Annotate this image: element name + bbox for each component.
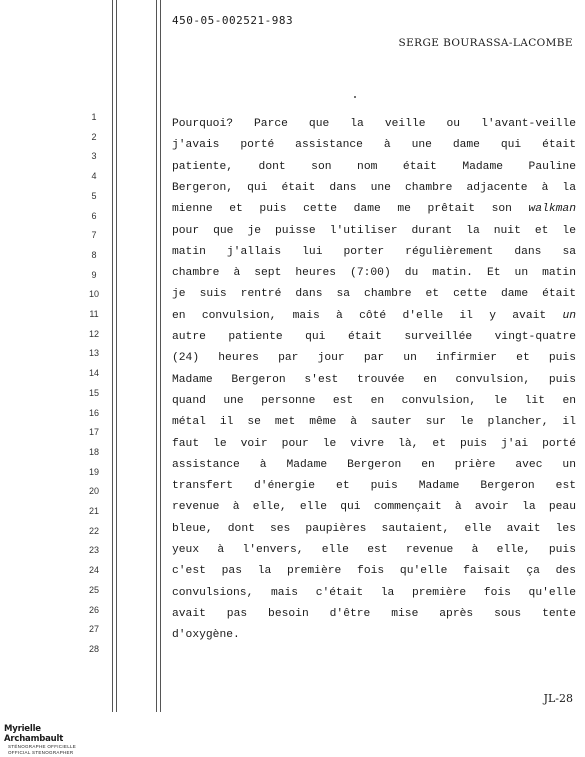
witness-name: SERGE BOURASSA-LACOMBE: [398, 37, 573, 49]
transcript-line: faut le voir pour le vivre là, et puis j'ai porté: [172, 437, 576, 450]
line-number: 8: [91, 249, 97, 260]
line-number: 7: [91, 230, 97, 241]
line-number: 19: [88, 466, 99, 477]
line-number: 25: [88, 584, 99, 595]
transcript-line: Bergeron, qui était dans une chambre adjacente à la: [172, 181, 576, 194]
transcript-line: Madame Bergeron s'est trouvée en convulsion, puis: [172, 373, 576, 386]
transcript-line: yeux à l'envers, elle est revenue à elle, puis: [172, 544, 576, 556]
line-number: 14: [88, 368, 99, 379]
stenographer-stamp: [4, 724, 94, 756]
line-number: 16: [88, 407, 99, 418]
line-number: 3: [91, 151, 97, 162]
line-number: 23: [88, 545, 99, 556]
line-number: 22: [88, 525, 99, 536]
margin-rule-1: [112, 0, 113, 712]
line-number: 6: [91, 210, 97, 221]
transcript-line: chambre à sept heures (7:00) du matin. Et un matin: [172, 267, 576, 280]
line-number: 15: [88, 387, 99, 398]
line-number: 21: [88, 506, 99, 516]
stenographer-name: Myrielle Archambault: [4, 724, 64, 744]
transcript-line: transfert d'énergie et puis Madame Bergeron est: [172, 480, 576, 493]
transcript-line: autre patiente qui était surveillée vingt-quatre: [172, 331, 576, 343]
stenographer-title-fr: STÉNOGRAPHE OFFICIELLE: [8, 744, 77, 749]
transcript-line: c'est pas la première fois qu'elle faisait ça des: [172, 565, 576, 578]
line-number: 18: [88, 446, 99, 457]
margin-rule-3: [156, 0, 157, 712]
transcript-line: convulsions, mais c'était la première fois qu'elle: [172, 586, 576, 599]
line-number: 13: [88, 348, 99, 359]
line-number: 2: [91, 131, 97, 142]
margin-rule-4: [160, 0, 161, 712]
line-number: 12: [88, 328, 99, 339]
line-number: 24: [88, 565, 99, 576]
line-number: 5: [91, 190, 97, 201]
line-number: 4: [91, 171, 97, 182]
transcript-line: assistance à Madame Bergeron en prière avec un: [172, 458, 576, 471]
line-number: 17: [88, 427, 99, 438]
transcript-line: bleue, dont ses paupières sautaient, elle avait les: [172, 522, 576, 535]
line-number: 10: [88, 289, 99, 300]
line-number: 28: [88, 643, 99, 654]
transcript-line: en convulsion, mais à côté d'elle il y avait un: [172, 309, 576, 322]
stenographer-title-en: OFFICIAL STENOGRAPHER: [8, 750, 74, 755]
line-number: 27: [88, 624, 99, 635]
page-code: JL-28: [543, 692, 573, 705]
transcript-line: Pourquoi? Parce que la veille ou l'avant-veille: [172, 118, 576, 130]
transcript-line: mienne et puis cette dame me prêtait son walkman: [172, 203, 576, 216]
line-number: 26: [88, 604, 99, 615]
speck: [354, 96, 356, 98]
transcript-line: avait pas besoin d'être mise après sous tente: [172, 607, 576, 620]
transcript-line: patiente, dont son nom était Madame Pauline: [172, 160, 576, 173]
transcript-line: j'avais porté assistance à une dame qui était: [172, 139, 576, 152]
file-number: 450-05-002521-983: [172, 14, 294, 27]
transcript-line: quand une personne est en convulsion, le lit en: [172, 394, 576, 407]
line-number: 9: [91, 269, 97, 280]
transcript-line: revenue à elle, elle qui commençait à avoir la peau: [172, 501, 576, 514]
line-number: 11: [89, 309, 99, 319]
transcript-line: pour que je puisse l'utiliser durant la nuit et le: [172, 224, 576, 237]
transcript-line: métal il se met même à sauter sur le plancher, il: [172, 416, 576, 429]
transcript-line: (24) heures par jour par un infirmier et puis: [172, 352, 576, 365]
transcript-line: je suis rentré dans sa chambre et cette dame était: [172, 288, 576, 301]
line-number: 20: [88, 486, 99, 497]
transcript-line: d'oxygène.: [172, 629, 240, 642]
line-number: 1: [91, 112, 97, 122]
transcript-line: matin j'allais lui porter régulièrement dans sa: [172, 245, 576, 258]
margin-rule-2: [116, 0, 117, 712]
